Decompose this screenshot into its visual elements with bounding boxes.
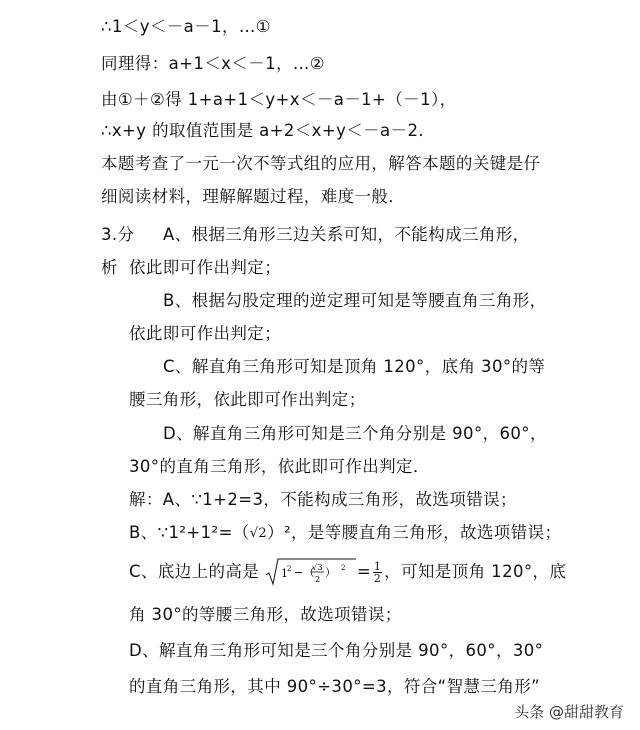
line-3: 由①＋②得 1+a+1＜y+x＜－a－1+（－1）， bbox=[101, 90, 457, 109]
solution-c-continued: 角 30°的等腰三角形，故选项错误； bbox=[129, 605, 402, 624]
line-1: ∴1＜y＜－a－1，…① bbox=[101, 17, 271, 36]
solution-c-prefix: C、底边上的高是 bbox=[129, 562, 260, 581]
svg-text:2: 2 bbox=[314, 574, 321, 584]
fraction-numerator: 1 bbox=[373, 560, 382, 573]
line-6: 细阅读材料，理解解题过程，难度一般． bbox=[101, 187, 406, 206]
one-half-fraction bbox=[373, 561, 382, 584]
svg-text:1: 1 bbox=[280, 566, 289, 580]
analysis-c-line-1: C、解直角三角形可知是顶角 120°，底角 30°的等 bbox=[163, 357, 546, 376]
analysis-label-fen: 3.分 bbox=[101, 225, 135, 244]
analysis-label-xi: 析 bbox=[101, 258, 118, 277]
line-4: ∴x+y 的取值范围是 a+2＜x+y＜－a－2． bbox=[101, 121, 436, 140]
solution-d: D、解直角三角形可知是三个角分别是 90°，60°，30° bbox=[129, 641, 544, 660]
analysis-a-line-2: 依此即可作出判定； bbox=[129, 258, 282, 277]
svg-text:√3: √3 bbox=[311, 562, 323, 572]
fraction-denominator: 2 bbox=[373, 572, 382, 585]
svg-text:）: ） bbox=[324, 565, 337, 579]
analysis-b-line-2: 依此即可作出判定； bbox=[129, 324, 282, 343]
solution-c bbox=[129, 561, 566, 584]
watermark: 头条 @甜甜教育 bbox=[514, 703, 624, 721]
solution-d-continued: 的直角三角形，其中 90°÷30°=3，符合“智慧三角形” bbox=[129, 677, 541, 696]
sqrt-two: √2 bbox=[249, 525, 268, 541]
analysis-c-line-2: 腰三角形，依此即可作出判定； bbox=[129, 390, 366, 409]
svg-text:−（: −（ bbox=[293, 565, 315, 579]
equals-sign: = bbox=[356, 562, 372, 581]
svg-text:2: 2 bbox=[286, 564, 292, 573]
analysis-a-line-1: A、根据三角形三边关系可知，不能构成三角形， bbox=[163, 225, 530, 244]
solution-b-prefix: B、∵1²+1²=（ bbox=[129, 523, 250, 542]
svg-text:2: 2 bbox=[340, 563, 346, 572]
solution-c-suffix: ，可知是顶角 120°，底 bbox=[384, 562, 567, 581]
solution-b bbox=[129, 522, 561, 545]
height-formula-radical bbox=[265, 557, 357, 587]
analysis-d-line-1: D、解直角三角形可知是三个角分别是 90°，60°， bbox=[163, 424, 547, 443]
solution-a: 解：A、∵1+2=3，不能构成三角形，故选项错误； bbox=[129, 490, 517, 509]
analysis-d-line-2: 30°的直角三角形，依此即可作出判定． bbox=[129, 457, 430, 476]
line-5: 本题考查了一元一次不等式组的应用，解答本题的关键是仔 bbox=[101, 154, 541, 173]
analysis-b-line-1: B、根据勾股定理的逆定理可知是等腰直角三角形， bbox=[163, 291, 547, 310]
solution-b-suffix: ）²，是等腰直角三角形，故选项错误； bbox=[267, 523, 562, 542]
line-2: 同理得：a+1＜x＜－1，…② bbox=[101, 54, 325, 73]
